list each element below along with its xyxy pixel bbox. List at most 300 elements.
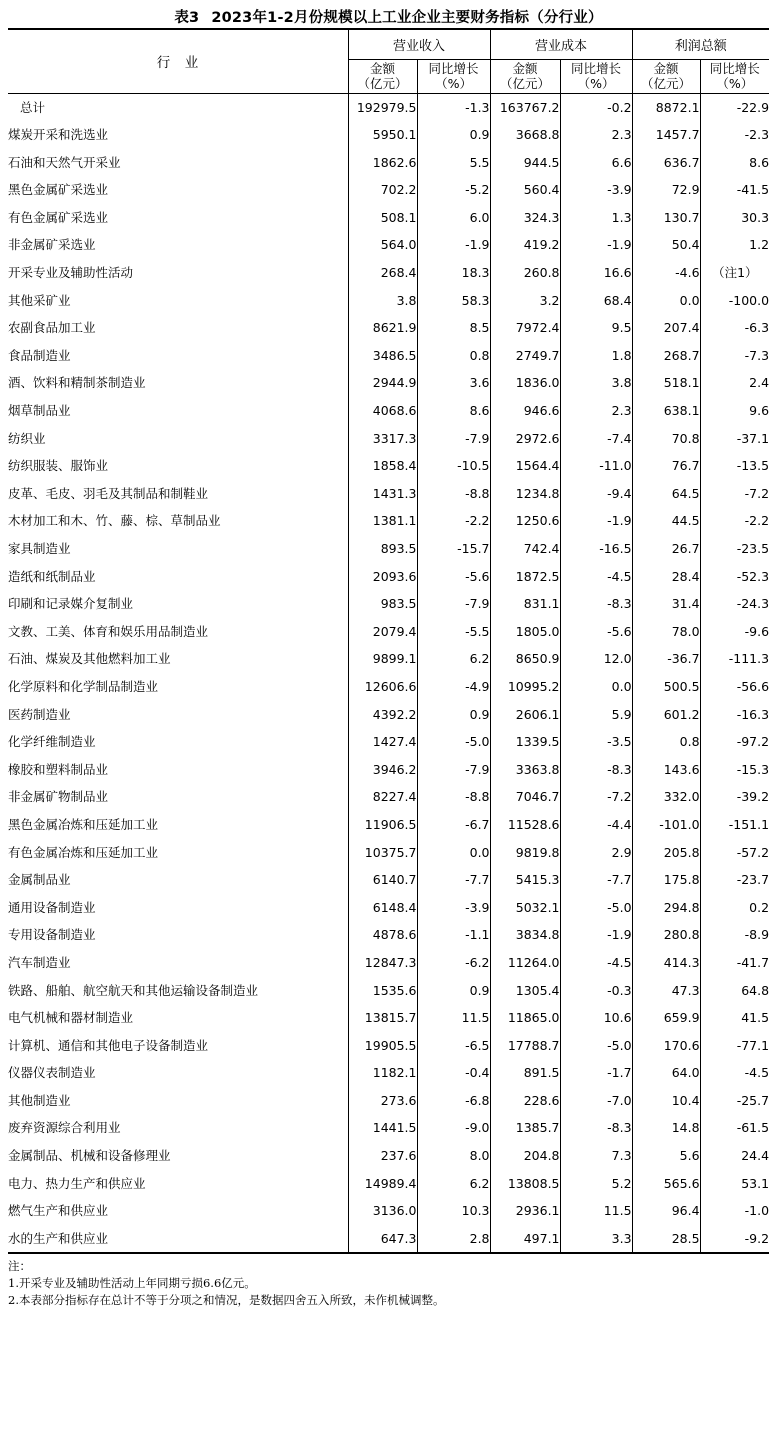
cell-profit-growth: -39.2	[700, 783, 769, 811]
cell-profit-amount: 26.7	[632, 535, 700, 563]
financial-indicators-table	[8, 28, 769, 1254]
row-label-industry: 家具制造业	[8, 541, 71, 556]
cell-cost-amount: 3834.8	[490, 921, 560, 949]
cell-profit-amount: 70.8	[632, 425, 700, 453]
cell-profit-growth: -151.1	[700, 811, 769, 839]
cell-revenue-amount: 192979.5	[348, 93, 417, 121]
cell-revenue-amount: 564.0	[348, 231, 417, 259]
cell-cost-growth: -3.5	[560, 728, 632, 756]
table-row	[8, 866, 769, 894]
cell-profit-amount: 207.4	[632, 314, 700, 342]
cell-cost-amount: 3668.8	[490, 121, 560, 149]
row-label-industry: 纺织服装、服饰业	[8, 458, 109, 474]
row-label-industry: 造纸和纸制品业	[8, 568, 96, 584]
cell-cost-growth: 1.8	[560, 342, 632, 370]
cell-profit-growth: -41.5	[700, 176, 769, 204]
cell-profit-growth: 2.4	[700, 369, 769, 397]
table-row	[8, 507, 769, 535]
cell-cost-amount: 7046.7	[490, 783, 560, 811]
cell-profit-amount: 28.4	[632, 563, 700, 591]
cell-profit-growth: 9.6	[700, 397, 769, 425]
cell-profit-growth: 0.2	[700, 894, 769, 922]
cell-revenue-growth: -7.7	[417, 866, 490, 894]
cell-profit-amount: -36.7	[632, 645, 700, 673]
cell-profit-amount: -4.6	[632, 259, 700, 287]
cell-cost-growth: -8.3	[560, 590, 632, 618]
cell-revenue-growth: -2.2	[417, 507, 490, 535]
notes-heading: 注：	[8, 1259, 31, 1274]
cell-cost-growth: -1.9	[560, 507, 632, 535]
cell-revenue-growth: -5.2	[417, 176, 490, 204]
cell-revenue-amount: 273.6	[348, 1087, 417, 1115]
cell-revenue-growth: -4.9	[417, 673, 490, 701]
cell-cost-amount: 1836.0	[490, 369, 560, 397]
cell-cost-amount: 1872.5	[490, 563, 560, 591]
cell-profit-amount: 31.4	[632, 590, 700, 618]
header-sub-line1: 同比增长	[709, 61, 760, 76]
cell-cost-amount: 831.1	[490, 590, 560, 618]
cell-profit-amount: 268.7	[632, 342, 700, 370]
cell-revenue-growth: 6.2	[417, 645, 490, 673]
cell-cost-amount: 5415.3	[490, 866, 560, 894]
table-row	[8, 645, 769, 673]
cell-profit-amount: 10.4	[632, 1087, 700, 1115]
cell-revenue-amount: 508.1	[348, 204, 417, 232]
cell-profit-growth: -61.5	[700, 1114, 769, 1142]
table-row	[8, 452, 769, 480]
table-row	[8, 425, 769, 453]
cell-cost-growth: 12.0	[560, 645, 632, 673]
cell-profit-growth: -100.0	[700, 287, 769, 315]
cell-revenue-growth: -15.7	[417, 535, 490, 563]
table-row	[8, 204, 769, 232]
cell-profit-amount: 500.5	[632, 673, 700, 701]
cell-revenue-amount: 12606.6	[348, 673, 417, 701]
cell-cost-amount: 8650.9	[490, 645, 560, 673]
header-sub-cost-amount	[490, 59, 560, 93]
cell-cost-growth: -11.0	[560, 452, 632, 480]
cell-profit-growth: 41.5	[700, 1004, 769, 1032]
cell-revenue-growth: 0.0	[417, 839, 490, 867]
cell-cost-amount: 163767.2	[490, 93, 560, 121]
cell-cost-growth: 16.6	[560, 259, 632, 287]
header-group-revenue: 营业收入	[348, 29, 490, 59]
row-label-industry: 橡胶和塑料制品业	[8, 761, 109, 777]
cell-revenue-growth: 6.0	[417, 204, 490, 232]
row-label-industry: 黑色金属冶炼和压延加工业	[8, 816, 159, 832]
cell-revenue-growth: -6.8	[417, 1087, 490, 1115]
cell-profit-amount: 0.0	[632, 287, 700, 315]
cell-revenue-amount: 4068.6	[348, 397, 417, 425]
row-label-industry: 水的生产和供应业	[8, 1225, 348, 1254]
header-sub-line1: 金额	[653, 61, 679, 76]
row-label-industry: 金属制品、机械和设备修理业	[8, 1148, 171, 1164]
cell-revenue-amount: 3317.3	[348, 425, 417, 453]
row-label-total: 总计	[20, 99, 46, 115]
table-row	[8, 756, 769, 784]
table-row	[8, 1114, 769, 1142]
cell-cost-amount: 1250.6	[490, 507, 560, 535]
table-row	[8, 563, 769, 591]
cell-cost-growth: -7.2	[560, 783, 632, 811]
cell-profit-growth: 30.3	[700, 204, 769, 232]
cell-revenue-amount: 1381.1	[348, 507, 417, 535]
cell-profit-amount: 143.6	[632, 756, 700, 784]
cell-profit-amount: 565.6	[632, 1170, 700, 1198]
cell-revenue-amount: 1427.4	[348, 728, 417, 756]
cell-cost-growth: 11.5	[560, 1197, 632, 1225]
table-container	[0, 28, 777, 1254]
cell-profit-growth: -15.3	[700, 756, 769, 784]
table-row	[8, 93, 769, 121]
header-sub-line1: 同比增长	[428, 61, 479, 76]
cell-revenue-amount: 1441.5	[348, 1114, 417, 1142]
cell-revenue-growth: 0.9	[417, 121, 490, 149]
cell-profit-growth: -37.1	[700, 425, 769, 453]
row-label-industry: 计算机、通信和其他电子设备制造业	[8, 1037, 209, 1053]
cell-profit-growth: -22.9	[700, 93, 769, 121]
header-group-profit: 利润总额	[632, 29, 769, 59]
cell-cost-amount: 260.8	[490, 259, 560, 287]
cell-cost-growth: -3.9	[560, 176, 632, 204]
cell-profit-amount: 130.7	[632, 204, 700, 232]
header-sub-line2: （亿元）	[641, 76, 692, 91]
cell-revenue-growth: 3.6	[417, 369, 490, 397]
cell-cost-growth: 6.6	[560, 149, 632, 177]
header-row-groups	[8, 29, 769, 59]
cell-cost-amount: 13808.5	[490, 1170, 560, 1198]
cell-revenue-amount: 1535.6	[348, 977, 417, 1005]
cell-revenue-amount: 3486.5	[348, 342, 417, 370]
cell-revenue-growth: 8.5	[417, 314, 490, 342]
cell-profit-amount: 50.4	[632, 231, 700, 259]
cell-profit-growth: -6.3	[700, 314, 769, 342]
cell-revenue-growth: -6.7	[417, 811, 490, 839]
cell-revenue-amount: 19905.5	[348, 1032, 417, 1060]
cell-revenue-growth: -1.9	[417, 231, 490, 259]
table-row	[8, 1225, 769, 1254]
table-row	[8, 1170, 769, 1198]
row-label-industry: 化学纤维制造业	[8, 734, 96, 750]
table-row	[8, 176, 769, 204]
cell-cost-growth: -4.5	[560, 563, 632, 591]
cell-revenue-amount: 2944.9	[348, 369, 417, 397]
header-sub-revenue-growth	[417, 59, 490, 93]
cell-profit-amount: 170.6	[632, 1032, 700, 1060]
table-title-text: 2023年1-2月份规模以上工业企业主要财务指标（分行业）	[211, 10, 603, 26]
header-industry: 行 业	[8, 29, 348, 93]
cell-cost-amount: 7972.4	[490, 314, 560, 342]
page-title	[0, 0, 777, 28]
table-row	[8, 369, 769, 397]
table-row	[8, 287, 769, 315]
row-label-industry: 通用设备制造业	[8, 899, 96, 915]
cell-cost-growth: -0.2	[560, 93, 632, 121]
cell-profit-amount: 76.7	[632, 452, 700, 480]
cell-cost-amount: 419.2	[490, 231, 560, 259]
cell-cost-growth: -0.3	[560, 977, 632, 1005]
row-label-industry: 其他采矿业	[8, 292, 71, 308]
cell-profit-growth: -23.5	[700, 535, 769, 563]
cell-cost-amount: 1234.8	[490, 480, 560, 508]
row-label-industry: 非金属矿物制品业	[8, 789, 109, 805]
cell-profit-growth: -77.1	[700, 1032, 769, 1060]
row-label-industry: 有色金属冶炼和压延加工业	[8, 844, 159, 860]
cell-revenue-growth: 0.9	[417, 977, 490, 1005]
cell-revenue-amount: 6140.7	[348, 866, 417, 894]
cell-profit-growth: -7.3	[700, 342, 769, 370]
cell-cost-amount: 17788.7	[490, 1032, 560, 1060]
cell-revenue-growth: 0.8	[417, 342, 490, 370]
cell-cost-growth: 5.9	[560, 701, 632, 729]
cell-revenue-growth: 0.9	[417, 701, 490, 729]
cell-profit-growth: 53.1	[700, 1170, 769, 1198]
cell-revenue-growth: -10.5	[417, 452, 490, 480]
table-row	[8, 921, 769, 949]
cell-profit-growth: -2.3	[700, 121, 769, 149]
cell-cost-amount: 1339.5	[490, 728, 560, 756]
cell-cost-growth: -9.4	[560, 480, 632, 508]
header-sub-line1: 同比增长	[571, 61, 622, 76]
cell-revenue-amount: 11906.5	[348, 811, 417, 839]
cell-cost-growth: -4.5	[560, 949, 632, 977]
cell-profit-growth: （注1）	[700, 259, 769, 287]
cell-cost-growth: -5.0	[560, 1032, 632, 1060]
header-sub-line2: （亿元）	[500, 76, 551, 91]
table-row	[8, 121, 769, 149]
cell-cost-growth: -1.7	[560, 1059, 632, 1087]
table-row	[8, 618, 769, 646]
cell-revenue-amount: 5950.1	[348, 121, 417, 149]
cell-revenue-growth: 18.3	[417, 259, 490, 287]
cell-revenue-amount: 8227.4	[348, 783, 417, 811]
cell-revenue-growth: 8.0	[417, 1142, 490, 1170]
cell-profit-growth: -9.2	[700, 1225, 769, 1254]
table-row	[8, 1142, 769, 1170]
cell-profit-growth: -57.2	[700, 839, 769, 867]
header-sub-line2: （%）	[435, 76, 472, 91]
cell-revenue-growth: -0.4	[417, 1059, 490, 1087]
cell-profit-growth: -111.3	[700, 645, 769, 673]
cell-cost-growth: -8.3	[560, 756, 632, 784]
table-row	[8, 839, 769, 867]
row-label-industry: 铁路、船舶、航空航天和其他运输设备制造业	[8, 982, 259, 998]
cell-cost-growth: -5.6	[560, 618, 632, 646]
notes-block	[0, 1254, 777, 1309]
cell-cost-amount: 497.1	[490, 1225, 560, 1254]
cell-revenue-growth: -5.6	[417, 563, 490, 591]
cell-revenue-growth: -6.2	[417, 949, 490, 977]
table-row	[8, 1197, 769, 1225]
table-row	[8, 535, 769, 563]
cell-revenue-amount: 1182.1	[348, 1059, 417, 1087]
row-label-industry: 电力、热力生产和供应业	[8, 1175, 146, 1191]
row-label-industry: 电气机械和器材制造业	[8, 1010, 134, 1026]
row-label-industry: 木材加工和木、竹、藤、棕、草制品业	[8, 513, 221, 529]
cell-profit-amount: 332.0	[632, 783, 700, 811]
cell-profit-amount: 175.8	[632, 866, 700, 894]
row-label-industry: 仪器仪表制造业	[8, 1065, 96, 1081]
cell-cost-amount: 2749.7	[490, 342, 560, 370]
row-label-industry: 食品制造业	[8, 347, 71, 363]
cell-revenue-amount: 13815.7	[348, 1004, 417, 1032]
cell-profit-growth: 8.6	[700, 149, 769, 177]
cell-profit-amount: 64.5	[632, 480, 700, 508]
cell-cost-growth: -5.0	[560, 894, 632, 922]
header-group-cost: 营业成本	[490, 29, 632, 59]
row-label-industry: 纺织业	[8, 430, 46, 446]
cell-revenue-amount: 3946.2	[348, 756, 417, 784]
cell-cost-amount: 10995.2	[490, 673, 560, 701]
row-label-industry: 烟草制品业	[8, 403, 71, 419]
cell-cost-amount: 2606.1	[490, 701, 560, 729]
cell-revenue-amount: 6148.4	[348, 894, 417, 922]
cell-cost-amount: 1385.7	[490, 1114, 560, 1142]
cell-cost-amount: 5032.1	[490, 894, 560, 922]
table-row	[8, 977, 769, 1005]
cell-cost-amount: 204.8	[490, 1142, 560, 1170]
cell-revenue-growth: -7.9	[417, 425, 490, 453]
cell-profit-growth: -2.2	[700, 507, 769, 535]
cell-revenue-amount: 4392.2	[348, 701, 417, 729]
cell-profit-growth: -13.5	[700, 452, 769, 480]
row-label-industry: 黑色金属矿采选业	[8, 182, 109, 198]
header-sub-profit-amount	[632, 59, 700, 93]
table-head	[8, 29, 769, 93]
table-row	[8, 590, 769, 618]
cell-cost-amount: 1805.0	[490, 618, 560, 646]
note-item: 1.开采专业及辅助性活动上年同期亏损6.6亿元。	[8, 1276, 256, 1291]
cell-cost-growth: 5.2	[560, 1170, 632, 1198]
cell-profit-growth: -41.7	[700, 949, 769, 977]
cell-cost-amount: 2936.1	[490, 1197, 560, 1225]
cell-revenue-growth: -5.5	[417, 618, 490, 646]
header-sub-line1: 金额	[512, 61, 538, 76]
cell-profit-amount: 659.9	[632, 1004, 700, 1032]
cell-cost-growth: 3.3	[560, 1225, 632, 1254]
cell-revenue-growth: -3.9	[417, 894, 490, 922]
cell-profit-amount: 47.3	[632, 977, 700, 1005]
cell-cost-amount: 3.2	[490, 287, 560, 315]
cell-cost-growth: 9.5	[560, 314, 632, 342]
cell-revenue-growth: -6.5	[417, 1032, 490, 1060]
table-row	[8, 728, 769, 756]
cell-revenue-amount: 1858.4	[348, 452, 417, 480]
cell-revenue-amount: 14989.4	[348, 1170, 417, 1198]
table-row	[8, 231, 769, 259]
cell-profit-growth: -97.2	[700, 728, 769, 756]
cell-cost-amount: 11264.0	[490, 949, 560, 977]
table-row	[8, 1059, 769, 1087]
cell-cost-amount: 11865.0	[490, 1004, 560, 1032]
table-body	[8, 93, 769, 1253]
cell-cost-amount: 2972.6	[490, 425, 560, 453]
cell-profit-amount: 518.1	[632, 369, 700, 397]
cell-profit-amount: -101.0	[632, 811, 700, 839]
row-label-industry: 金属制品业	[8, 872, 71, 888]
row-label-industry: 煤炭开采和洗选业	[8, 127, 109, 143]
row-label-industry: 石油、煤炭及其他燃料加工业	[8, 651, 171, 667]
cell-revenue-amount: 893.5	[348, 535, 417, 563]
cell-cost-amount: 11528.6	[490, 811, 560, 839]
table-row	[8, 397, 769, 425]
cell-cost-amount: 944.5	[490, 149, 560, 177]
cell-profit-amount: 28.5	[632, 1225, 700, 1254]
cell-profit-amount: 72.9	[632, 176, 700, 204]
cell-cost-amount: 9819.8	[490, 839, 560, 867]
row-label-industry: 开采专业及辅助性活动	[8, 265, 134, 281]
cell-revenue-growth: 11.5	[417, 1004, 490, 1032]
cell-cost-amount: 946.6	[490, 397, 560, 425]
cell-cost-amount: 228.6	[490, 1087, 560, 1115]
cell-revenue-growth: -8.8	[417, 480, 490, 508]
cell-profit-growth: 24.4	[700, 1142, 769, 1170]
cell-profit-amount: 1457.7	[632, 121, 700, 149]
row-label-industry: 非金属矿采选业	[8, 237, 96, 253]
cell-profit-growth: -9.6	[700, 618, 769, 646]
cell-revenue-amount: 2079.4	[348, 618, 417, 646]
cell-cost-growth: -8.3	[560, 1114, 632, 1142]
row-label-industry: 专用设备制造业	[8, 927, 96, 943]
table-row	[8, 480, 769, 508]
row-label-industry: 有色金属矿采选业	[8, 209, 109, 225]
cell-revenue-amount: 1862.6	[348, 149, 417, 177]
cell-cost-growth: 7.3	[560, 1142, 632, 1170]
table-row	[8, 342, 769, 370]
table-row	[8, 673, 769, 701]
table-row	[8, 894, 769, 922]
cell-cost-growth: -7.4	[560, 425, 632, 453]
cell-profit-growth: -56.6	[700, 673, 769, 701]
cell-revenue-amount: 1431.3	[348, 480, 417, 508]
cell-cost-growth: -16.5	[560, 535, 632, 563]
row-label-industry: 其他制造业	[8, 1092, 71, 1108]
cell-revenue-amount: 12847.3	[348, 949, 417, 977]
row-label-industry: 石油和天然气开采业	[8, 154, 121, 170]
cell-profit-amount: 78.0	[632, 618, 700, 646]
cell-revenue-growth: -1.3	[417, 93, 490, 121]
cell-cost-growth: -4.4	[560, 811, 632, 839]
cell-cost-amount: 742.4	[490, 535, 560, 563]
cell-cost-growth: 2.9	[560, 839, 632, 867]
cell-profit-growth: -52.3	[700, 563, 769, 591]
row-label-industry: 燃气生产和供应业	[8, 1203, 109, 1219]
cell-revenue-amount: 268.4	[348, 259, 417, 287]
cell-profit-amount: 0.8	[632, 728, 700, 756]
table-row	[8, 314, 769, 342]
cell-revenue-amount: 3.8	[348, 287, 417, 315]
cell-cost-growth: -1.9	[560, 921, 632, 949]
table-row	[8, 783, 769, 811]
cell-cost-growth: -7.7	[560, 866, 632, 894]
cell-cost-growth: 3.8	[560, 369, 632, 397]
cell-profit-amount: 636.7	[632, 149, 700, 177]
cell-revenue-amount: 8621.9	[348, 314, 417, 342]
cell-cost-growth: 0.0	[560, 673, 632, 701]
row-label-industry: 医药制造业	[8, 706, 71, 722]
cell-profit-growth: -24.3	[700, 590, 769, 618]
cell-revenue-amount: 237.6	[348, 1142, 417, 1170]
header-sub-line1: 金额	[369, 61, 395, 76]
table-row	[8, 1004, 769, 1032]
table-number: 表3	[174, 10, 200, 26]
cell-cost-amount: 3363.8	[490, 756, 560, 784]
cell-revenue-growth: -8.8	[417, 783, 490, 811]
header-sub-profit-growth	[700, 59, 769, 93]
cell-cost-growth: 10.6	[560, 1004, 632, 1032]
table-row	[8, 1087, 769, 1115]
cell-revenue-amount: 647.3	[348, 1225, 417, 1254]
